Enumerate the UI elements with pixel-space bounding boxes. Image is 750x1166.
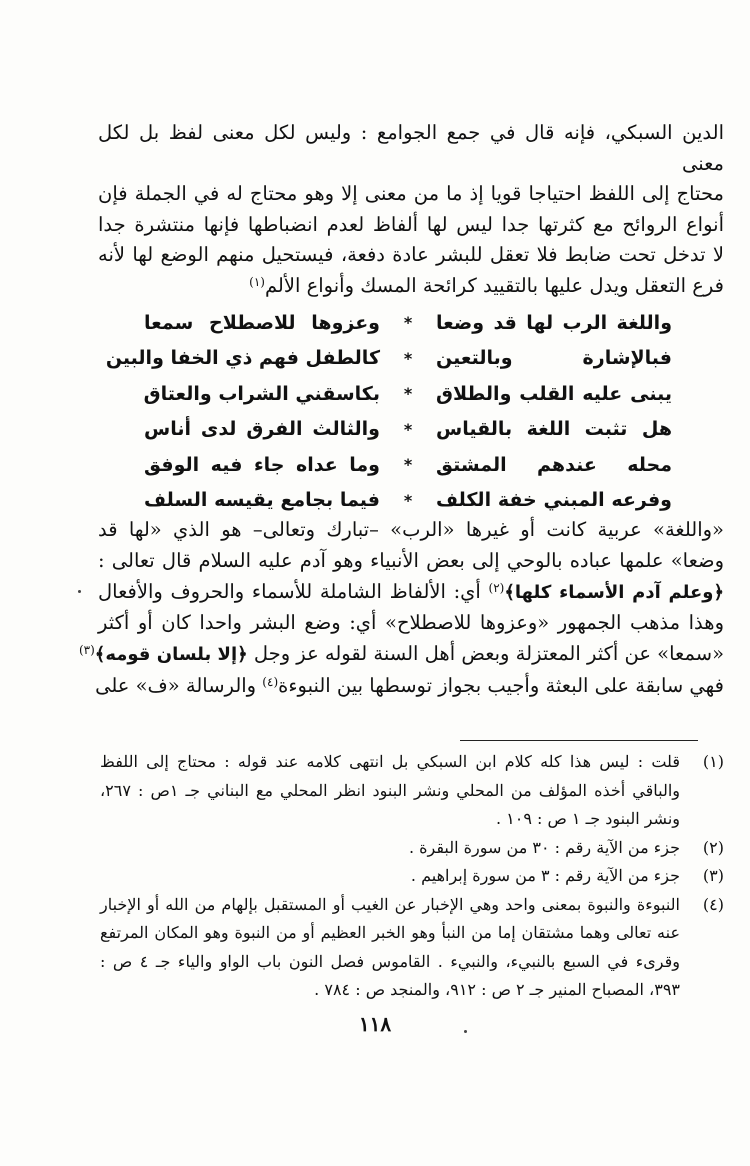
text-span: فرع التعقل ويدل عليها بالتقييد كرائحة المسك وأنواع الألم (264, 273, 724, 297)
footnotes (100, 748, 724, 1005)
verse-left-hemistich: كالطفل فهم ذي الخفا والبين (105, 347, 380, 370)
verse-row (144, 376, 672, 412)
text-span: والرسالة «ف» على (95, 673, 263, 697)
verse-left-hemistich: وعزوها للاصطلاح سمعا (144, 311, 380, 334)
text-line: «واللغة» عربية كانت أو غيرها «الرب» –تبارك وتعالى– هو الذي «لها قد (98, 518, 724, 541)
verse-separator-star: * (403, 384, 413, 404)
verse-separator-star: * (403, 455, 413, 475)
page-number: ١١٨ (358, 1012, 392, 1036)
verse-separator-star: * (403, 313, 413, 333)
quran-verse: ﴿إلا بلسان قومه﴾ (94, 644, 248, 666)
footnote-body (100, 862, 680, 891)
text-line (78, 639, 724, 671)
paragraph-2 (78, 515, 724, 702)
paragraph-1 (98, 118, 724, 301)
footnote (100, 862, 724, 891)
footnote-line: ٣٩٣، المصباح المنير جـ ٢ ص : ٩١٢، والمنجد ص : ٧٨٤ . (314, 980, 680, 999)
footnote-line: قلت : ليس هذا كله كلام ابن السبكي بل انتهى كلامه عند قوله : محتاج إلى اللفظ (100, 752, 680, 771)
footnote-line: النبوءة والنبوة بمعنى واحد وهي الإخبار عن الغيب أو المستقبل بإلهام من الله أو الإخبار (100, 894, 680, 914)
footnote (100, 834, 724, 863)
footnote-line: وقرىء في السبع بالنبيء، والنبيء . القاموس فصل النون باب الواو والياء جـ ٤ ص : (100, 951, 681, 971)
verse-right-hemistich: محله عندهم المشتق (436, 453, 672, 476)
footnote-body (100, 834, 680, 863)
verse-right-hemistich: واللغة الرب لها قد وضعا (436, 311, 672, 334)
verse-row (144, 483, 672, 519)
footnote-line: والباقي أخذه المؤلف من المحلي ونشر البنود انظر المحلي مع البناني جـ ١ص : ٢٦٧، (100, 780, 680, 800)
verse-left-hemistich: والثالث الفرق لدى أناس (144, 418, 380, 441)
verse-left-hemistich: بكاسقني الشراب والعتاق (143, 382, 380, 405)
verse-row (144, 412, 672, 448)
footnote-separator-rule (460, 740, 698, 741)
verse-separator-star: * (403, 490, 413, 510)
footnote-ref: (٣) (78, 643, 95, 658)
footnote-body (100, 891, 680, 1005)
verse-right-hemistich: وفرعه المبني خفة الكلف (436, 489, 672, 512)
quran-verse: ﴿وعلم آدم الأسماء كلها﴾ (504, 581, 724, 603)
footnote-number: (٤) (702, 894, 724, 914)
footnote-ref: (١) (249, 274, 265, 289)
footnote-ref: (٤) (262, 674, 279, 689)
footnote (100, 748, 724, 834)
footnote-number: (١) (702, 752, 724, 771)
footnote-number: (٢) (702, 837, 724, 857)
text-span: أي: الألفاظ الشاملة للأسماء والحروف والأفعال (98, 579, 489, 603)
scan-speck (78, 590, 81, 593)
text-line: وضعا» علمها عباده بالوحي إلى بعض الأنبياء وهو آدم عليه السلام قال تعالى : (98, 548, 724, 572)
footnote-ref: (٢) (488, 580, 505, 595)
verse-right-hemistich: يبنى عليه القلب والطلاق (436, 382, 672, 405)
verse-row (105, 341, 672, 377)
text-span: «سمعا» عن أكثر المعتزلة وبعض أهل السنة لقوله عز وجل (247, 642, 724, 666)
scan-speck (464, 1030, 467, 1033)
poem-verses (105, 305, 672, 518)
verse-right-hemistich: فبالإشارة وبالتعين (436, 347, 672, 370)
text-line: وهذا مذهب الجمهور «وعزوها للاصطلاح» أي: وضع البشر واحدا كان أو أكثر (98, 611, 724, 635)
text-line (98, 577, 724, 609)
text-line: محتاج إلى اللفظ احتياجا قويا إذ ما من معنى إلا وهو محتاج له في الجملة فإن (98, 182, 724, 205)
text-span: فهي سابقة على البعثة وأجيب بجواز توسطها بين النبوءة (278, 673, 724, 697)
verse-right-hemistich: هل تثبت اللغة بالقياس (436, 418, 672, 441)
footnote-line: عنه تعالى وهما مشتقان إما من النبأ وهو الخبر العظيم أو من النبوة وهو المكان المرتفع (100, 923, 680, 942)
verse-separator-star: * (403, 419, 413, 439)
text-line: لا تدخل تحت ضابط فلا تعقل للبشر عادة دفعة، فيستحيل منهم الوضع لها لأنه (98, 243, 724, 266)
verse-separator-star: * (403, 348, 413, 368)
verse-left-hemistich: فيما بجامع يقيسه السلف (144, 489, 380, 512)
footnote-number: (٣) (702, 866, 724, 885)
verse-row (144, 447, 672, 483)
footnote-line: ونشر البنود جـ ١ ص : ١٠٩ . (495, 809, 680, 828)
text-line: أنواع الروائح مع كثرتها جدا ليس لها ألفاظ لعدم انضباطها فإنها منتشرة جدا (98, 212, 724, 236)
footnote-line: جزء من الآية رقم : ٣ من سورة إبراهيم . (410, 866, 680, 885)
footnote-line: جزء من الآية رقم : ٣٠ من سورة البقرة . (408, 837, 680, 857)
footnote (100, 891, 724, 1005)
text-line (95, 671, 724, 702)
footnote-body (100, 748, 680, 834)
verse-row (144, 305, 672, 341)
text-line (98, 271, 724, 302)
verse-left-hemistich: وما عداه جاء فيه الوفق (144, 453, 380, 476)
text-line: الدين السبكي، فإنه قال في جمع الجوامع : وليس لكل معنى لفظ بل لكل معنى (98, 121, 724, 175)
